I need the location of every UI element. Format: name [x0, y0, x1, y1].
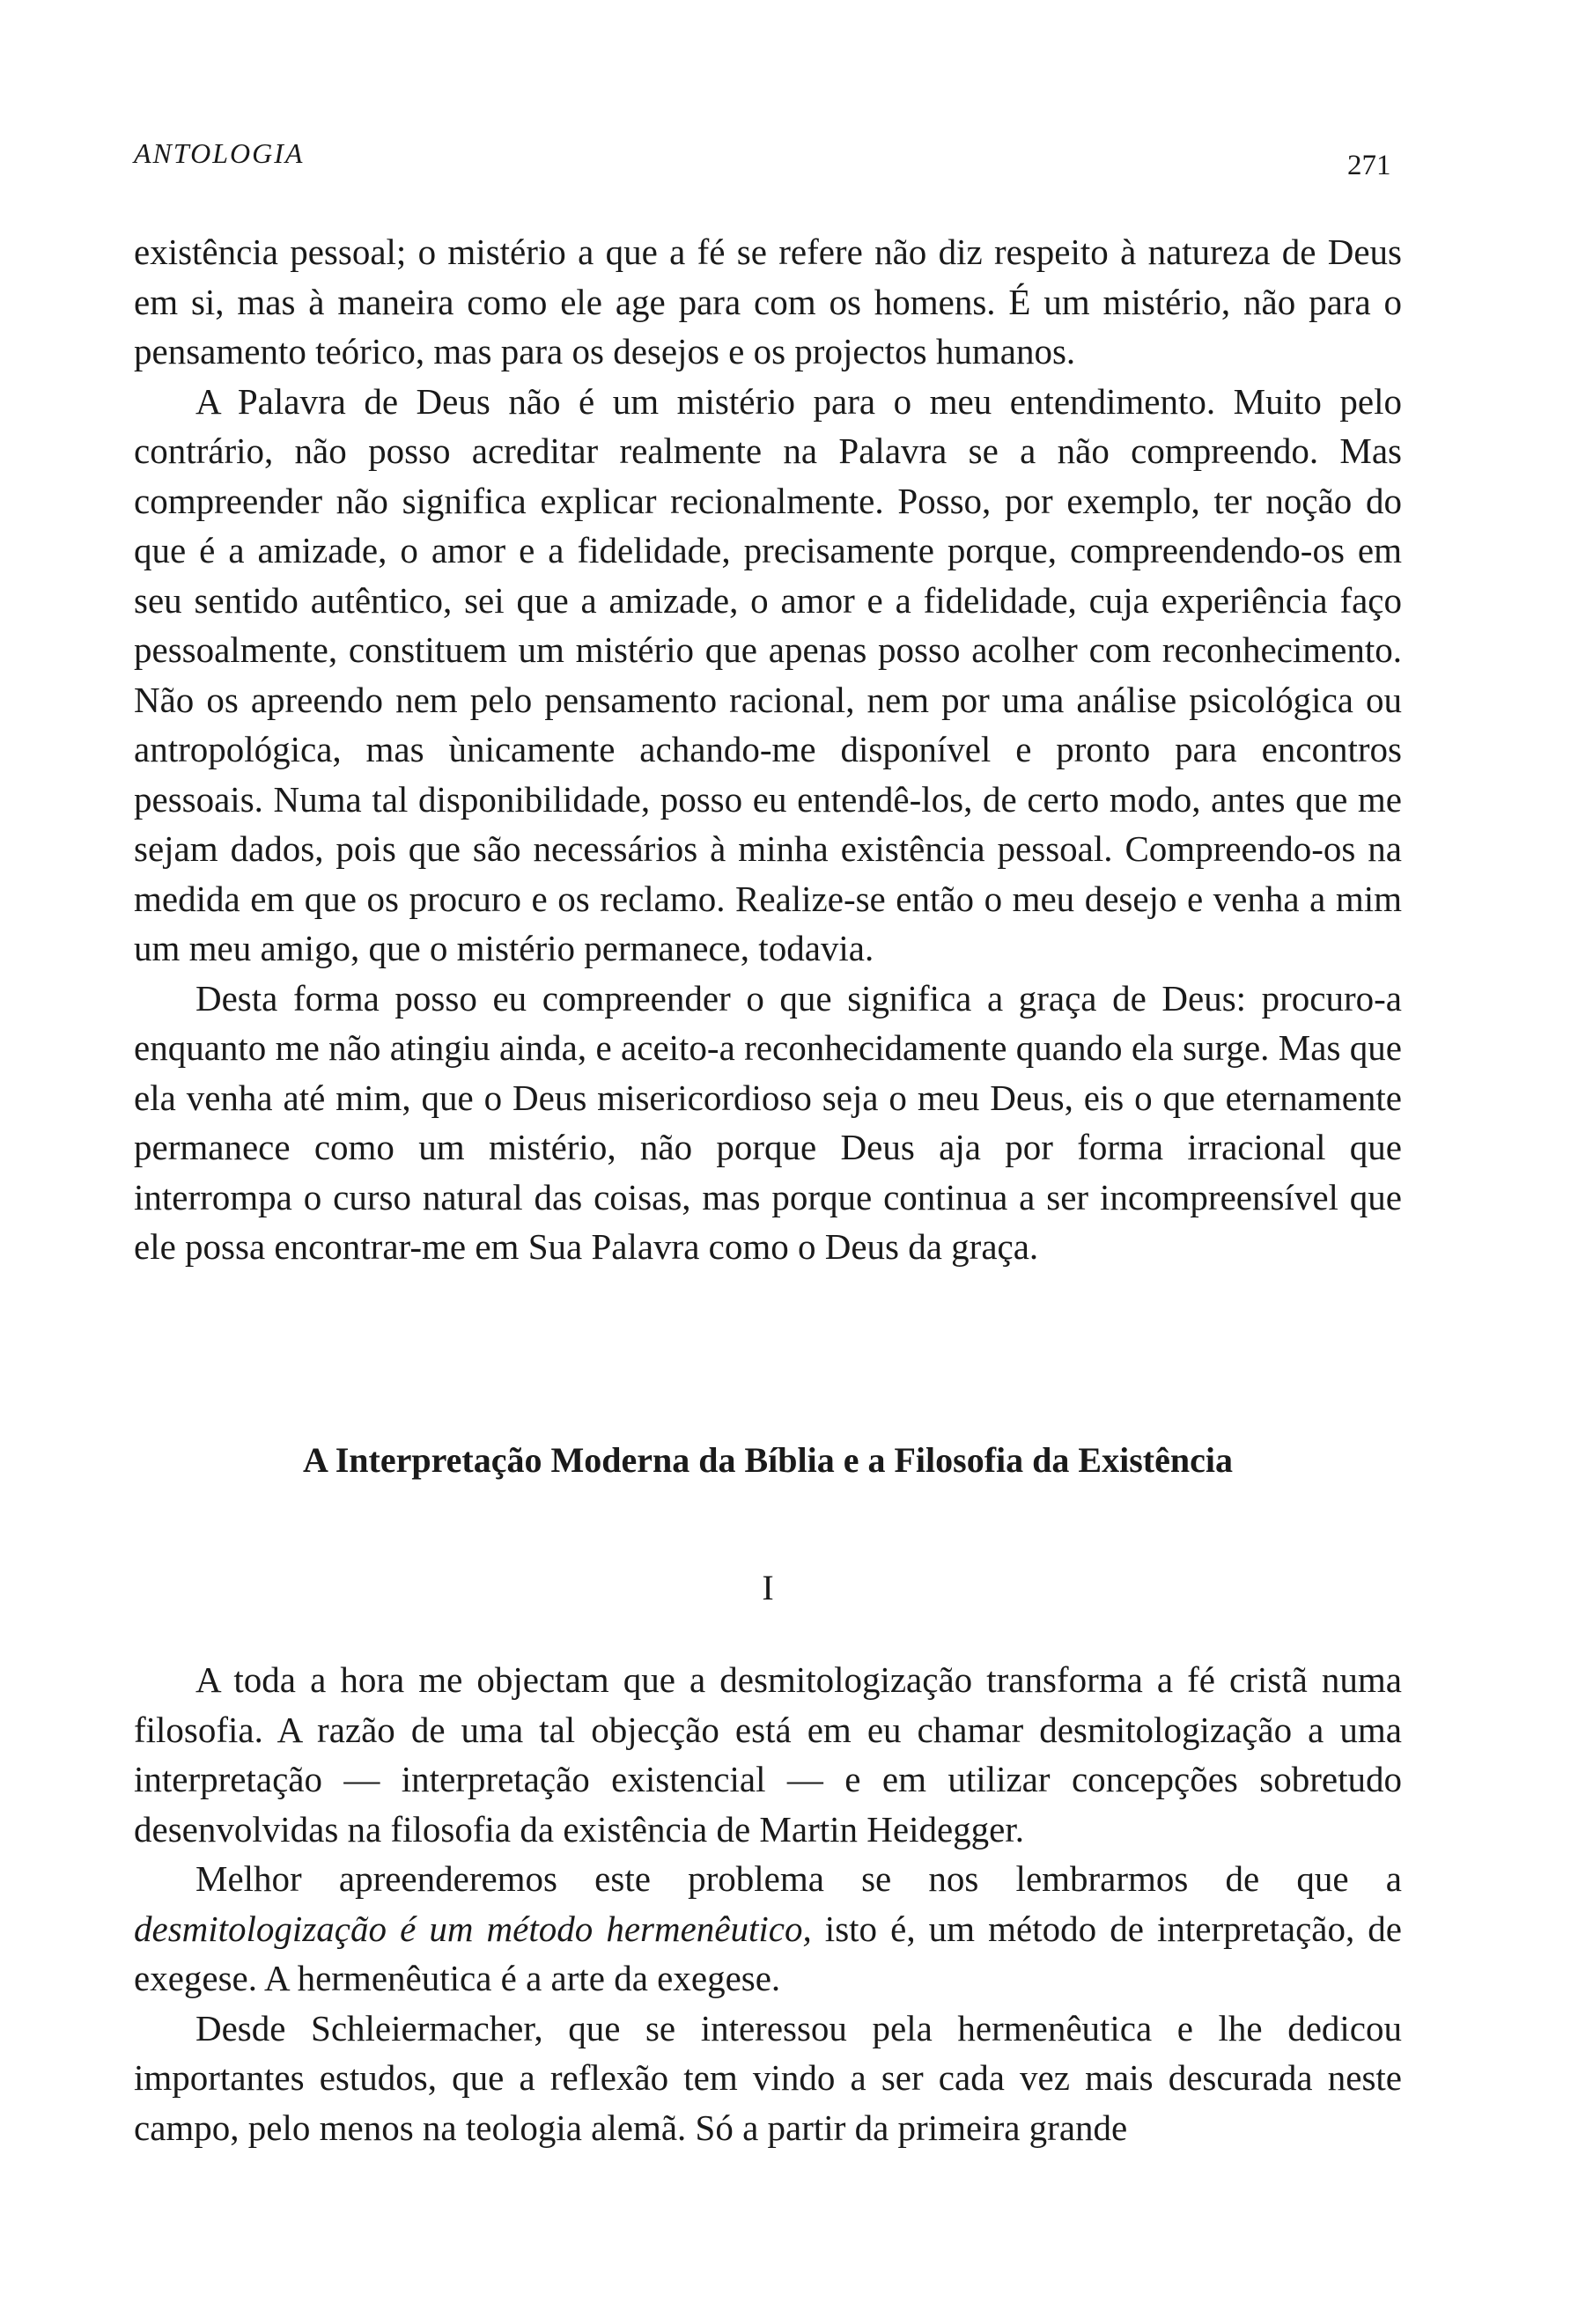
paragraph: Desta forma posso eu compreender o que significa a graça de Deus: procuro-a enquanto me não atingiu ainda, e aceito-a reconhecidamente quando ela surge. Mas que ela venha até mim, que o Deus misericordioso seja o meu Deus, eis o que eternamente permanece como um mistério, não porque Deus aja por forma irracional que interrompa o curso natural das coisas, mas porque continua a ser incompreensível que ele possa encontrar-me em Sua Palavra como o Deus da graça.: [134, 977, 1402, 1267]
text-block-lower: [134, 1655, 1402, 2152]
section-number: I: [762, 1568, 774, 1607]
paragraph: A Palavra de Deus não é um mistério para o meu entendimento. Muito pelo contrário, não posso acreditar realmente na Palavra se a não compreendo. Mas compreender não significa explicar recionalmente. Posso, por exemplo, ter noção do que é a amizade, o amor e a fidelidade, precisamente porque, compreendendo-os em seu sentido autêntico, sei que a amizade, o amor e a fidelidade, cuja experiência faço pessoalmente, constituem um mistério que apenas posso acolher com reconhecimento. Não os apreendo nem pelo pensamento racional, nem por uma análise psicológica ou antropológica, mas ùnicamente achando-me disponível e pronto para encontros pessoais. Numa tal disponibilidade, posso eu entendê-los, de certo modo, antes que me sejam dados, pois que são necessários à minha existência pessoal. Compreendo-os na medida em que os procuro e os reclamo. Realize-se então o meu desejo e venha a mim um meu amigo, que o mistério permanece, todavia.: [134, 380, 1402, 968]
text-block-upper: [134, 227, 1402, 1272]
paragraph-text: Melhor apreenderemos este problema se nos lembrarmos de que a: [195, 1858, 1402, 1899]
running-head: ANTOLOGIA: [134, 137, 305, 169]
paragraph: Desde Schleiermacher, que se interessou pela hermenêutica e lhe dedicou importantes estudos, que a reflexão tem vindo a ser cada vez mais descurada neste campo, pelo menos na teologia alemã. Só a partir da primeira grande: [134, 2007, 1402, 2148]
section-title: A Interpretação Moderna da Bíblia e a Filosofia da Existência: [303, 1440, 1233, 1480]
emphasis-text: desmitologização é um método hermenêutico,: [134, 1908, 812, 1949]
paragraph: A toda a hora me objectam que a desmitologização transforma a fé cristã numa filosofia. A razão de uma tal objecção está em eu chamar desmitologização a uma interpretação — interpretação existencial — e em utilizar concepções sobretudo desenvolvidas na filosofia da existência de Martin Heidegger.: [134, 1659, 1402, 1850]
paragraph: [134, 1854, 1402, 2004]
page-number: 271: [1347, 150, 1391, 181]
paragraph-text: isto é, um método de interpretação, de exegese. A hermenêutica é a arte da exegese.: [134, 1908, 1402, 1998]
paragraph-continuation: existência pessoal; o mistério a que a fé se refere não diz respeito à natureza de Deus em si, mas à maneira como ele age para com os homens. É um mistério, não para o pensamento teórico, mas para os desejos e os projectos humanos.: [134, 232, 1402, 371]
